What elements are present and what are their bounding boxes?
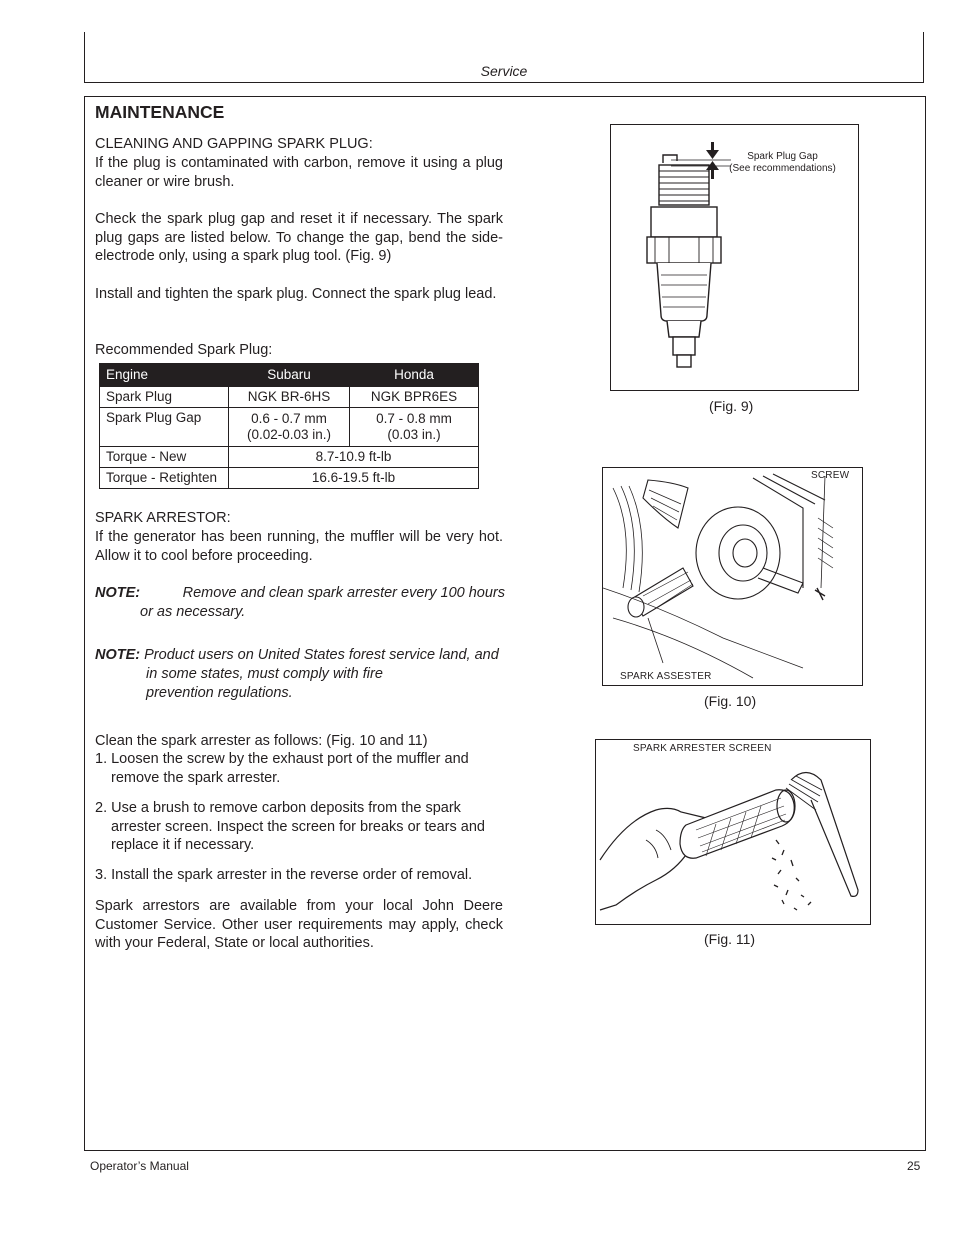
fig10-arrester-label: SPARK ASSESTER <box>620 671 712 682</box>
note-2-text-cont: in some states, must comply with fire <box>146 666 383 682</box>
fig10-screw-label: SCREW <box>811 470 850 481</box>
fig9-label-line: (See recommendations) <box>729 163 836 174</box>
note-2 <box>95 646 525 703</box>
recommended-label: Recommended Spark Plug: <box>95 342 273 358</box>
footer-manual-title: Operator’s Manual <box>90 1159 189 1173</box>
arrestor-subheading: SPARK ARRESTOR: <box>95 510 231 526</box>
note-label: NOTE: <box>95 585 141 601</box>
note-2-line <box>95 646 525 665</box>
note-1-text: Remove and clean spark arrester every 100 hours <box>182 585 505 601</box>
note-2-text-cont: prevention regulations. <box>146 685 293 701</box>
closing-paragraph: Spark arrestors are available from your local John Deere Customer Service. Other user requirements may apply, check with your Federal, State or local authorities. <box>95 898 503 951</box>
table-cell: NGK BR-6HS <box>229 387 350 408</box>
figure-10-muffler <box>602 467 863 686</box>
brush-cleaning-illustration <box>596 740 870 924</box>
step-3: 3. Install the spark arrester in the reverse order of removal. <box>95 867 473 883</box>
note-2-text: Product users on United States forest service land, and <box>144 647 499 663</box>
table-header-cell: Subaru <box>229 364 350 387</box>
table-cell-line: (0.02-0.03 in.) <box>246 427 332 442</box>
fig11-screen-label: SPARK ARRESTER SCREEN <box>633 743 772 754</box>
table-header-cell: Engine <box>100 364 229 387</box>
fig9-label <box>720 151 845 175</box>
fig10-caption: (Fig. 10) <box>704 693 757 709</box>
arrestor-paragraph: If the generator has been running, the muffler will be very hot. Allow it to cool before proceeding. <box>95 529 503 564</box>
table-cell: Spark Plug <box>100 387 229 408</box>
muffler-illustration <box>603 468 862 685</box>
table-cell: Torque - Retighten <box>100 468 229 489</box>
table-row <box>100 447 479 468</box>
step-2-line: replace it if necessary. <box>111 837 255 853</box>
table-row <box>100 408 479 447</box>
table-cell-line: 0.6 - 0.7 mm <box>251 411 327 426</box>
spark-plug-paragraph-3: Install and tighten the spark plug. Connect the spark plug lead. <box>95 286 497 302</box>
table-cell-line: (0.03 in.) <box>387 427 441 442</box>
spark-plug-table <box>99 363 479 489</box>
table-cell: 8.7-10.9 ft-lb <box>229 447 479 468</box>
table-row <box>100 468 479 489</box>
figure-11-brush <box>595 739 871 925</box>
spark-plug-subheading: CLEANING AND GAPPING SPARK PLUG: <box>95 136 373 152</box>
spark-plug-paragraph-2: Check the spark plug gap and reset it if necessary. The spark plug gaps are listed below. To change the gap, bend the side-electrode only, using a spark plug tool. (Fig. 9) <box>95 211 503 264</box>
step-1-line: remove the spark arrester. <box>111 769 281 786</box>
section-title: Service <box>480 63 528 79</box>
note-1-text-cont: or as necessary. <box>140 604 246 620</box>
note-label: NOTE: <box>95 647 141 663</box>
note-1-line <box>95 584 505 603</box>
step-1 <box>95 750 503 787</box>
table-cell: Torque - New <box>100 447 229 468</box>
page-heading: MAINTENANCE <box>95 102 225 122</box>
step-1-line: 1. Loosen the screw by the exhaust port of the muffler and <box>95 751 469 767</box>
step-2-line: 2. Use a brush to remove carbon deposits from the spark <box>95 800 461 816</box>
table-cell: NGK BPR6ES <box>350 387 479 408</box>
page-header <box>84 32 924 83</box>
footer-page-number: 25 <box>907 1159 921 1173</box>
table-cell <box>350 408 479 447</box>
fig11-caption: (Fig. 11) <box>704 931 756 947</box>
fig9-caption: (Fig. 9) <box>709 398 754 414</box>
clean-intro: Clean the spark arrester as follows: (Fig. 10 and 11) <box>95 733 428 749</box>
table-header-cell: Honda <box>350 364 479 387</box>
spark-plug-paragraph-1: If the plug is contaminated with carbon, remove it using a plug cleaner or wire brush. <box>95 155 503 190</box>
table-header-row <box>100 364 479 387</box>
table-cell: Spark Plug Gap <box>100 408 229 447</box>
step-2-line: arrester screen. Inspect the screen for breaks or tears and <box>111 818 485 835</box>
table-row <box>100 387 479 408</box>
table-cell <box>229 408 350 447</box>
fig9-label-line: Spark Plug Gap <box>747 151 818 162</box>
note-1 <box>95 584 505 622</box>
table-cell-line: 0.7 - 0.8 mm <box>376 411 452 426</box>
step-2 <box>95 799 503 855</box>
table-cell: 16.6-19.5 ft-lb <box>229 468 479 489</box>
